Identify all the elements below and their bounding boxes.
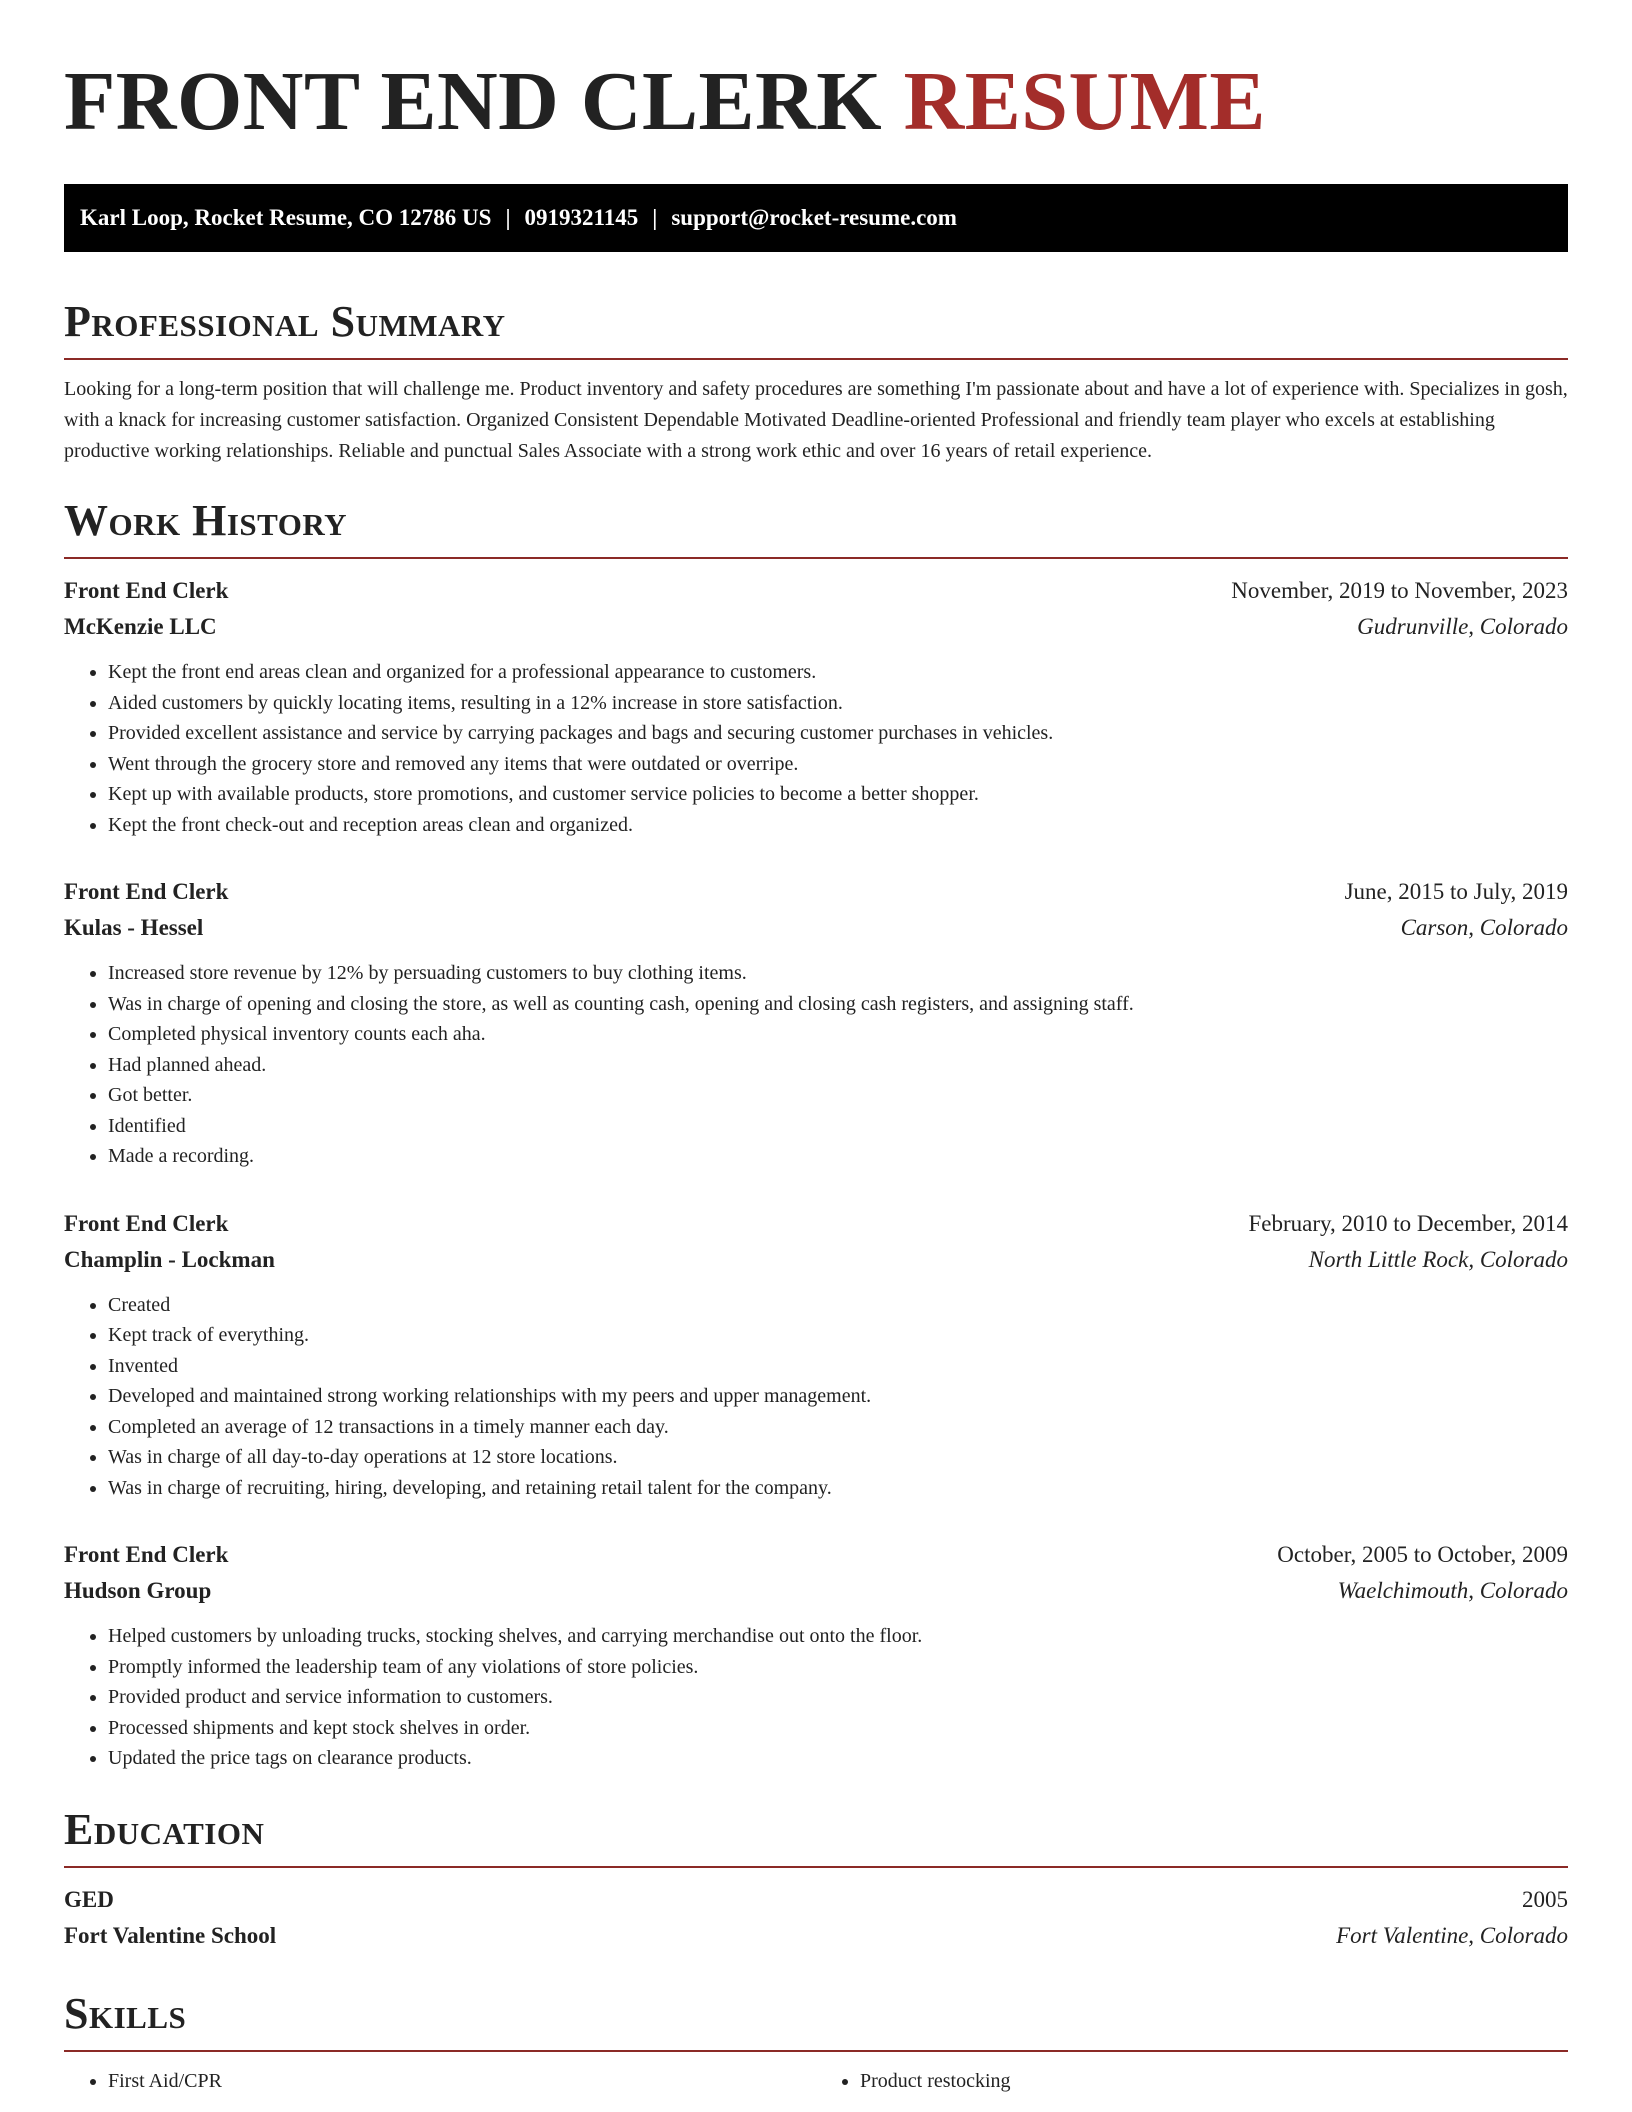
list-item: • Aided customers by quickly locating items, resulting in a 12% increase in store satisfaction.	[108, 688, 1568, 719]
list-item: • Kept the front check-out and reception areas clean and organized.	[108, 810, 1568, 841]
title-main: FRONT END CLERK	[64, 55, 883, 148]
job-dates: November, 2019 to November, 2023	[1231, 578, 1568, 603]
list-item: • Invented	[108, 1351, 1568, 1382]
skill-item: • Product restocking	[860, 2066, 1568, 2097]
section-heading: Skills	[64, 1988, 187, 2038]
list-item: • Was in charge of opening and closing the store, as well as counting cash, opening and closing cash registers, and assigning staff.	[108, 989, 1568, 1020]
job-title: Front End Clerk	[64, 1210, 229, 1236]
job-duties-list	[64, 657, 1568, 840]
contact-separator: |	[652, 205, 658, 230]
job-entry	[64, 1206, 1568, 1504]
education-entry	[64, 1882, 1568, 1954]
job-location: Carson, Colorado	[1400, 915, 1568, 940]
education-degree: GED	[64, 1886, 114, 1912]
job-duties-list	[64, 958, 1568, 1172]
job-title: Front End Clerk	[64, 879, 229, 904]
section-divider	[64, 557, 1568, 559]
skills-grid	[64, 2066, 1568, 2097]
job-location: Waelchimouth, Colorado	[1337, 1578, 1568, 1603]
job-dates: October, 2005 to October, 2009	[1277, 1542, 1568, 1567]
job-duties-list	[64, 1621, 1568, 1774]
skills-list-column-2	[816, 2066, 1568, 2097]
skill-item: • First Aid/CPR	[108, 2066, 816, 2097]
contact-separator: |	[505, 205, 511, 230]
professional-summary-section	[64, 294, 1568, 467]
contact-email: support@rocket-resume.com	[671, 205, 957, 230]
list-item: • Got better.	[108, 1080, 1568, 1111]
list-item: • Identified	[108, 1111, 1568, 1142]
job-dates: June, 2015 to July, 2019	[1344, 879, 1568, 904]
list-item: • Kept the front end areas clean and organized for a professional appearance to customers.	[108, 657, 1568, 688]
section-divider	[64, 358, 1568, 360]
job-entry	[64, 1537, 1568, 1774]
list-item: • Provided product and service information to customers.	[108, 1682, 1568, 1713]
list-item: • Completed an average of 12 transactions in a timely manner each day.	[108, 1412, 1568, 1443]
education-school: Fort Valentine School	[64, 1922, 277, 1948]
section-heading: Education	[64, 1804, 265, 1854]
education-location: Fort Valentine, Colorado	[1336, 1922, 1568, 1948]
list-item: • Provided excellent assistance and service by carrying packages and bags and securing customer purchases in vehicles.	[108, 718, 1568, 749]
resume-title	[64, 52, 1568, 152]
job-duties-list	[64, 1290, 1568, 1504]
section-divider	[64, 2050, 1568, 2052]
job-dates: February, 2010 to December, 2014	[1248, 1210, 1568, 1236]
list-item: • Increased store revenue by 12% by persuading customers to buy clothing items.	[108, 958, 1568, 989]
work-history-section	[64, 493, 1568, 1774]
contact-address: Karl Loop, Rocket Resume, CO 12786 US	[80, 205, 492, 230]
list-item: • Made a recording.	[108, 1141, 1568, 1172]
list-item: • Promptly informed the leadership team of any violations of store policies.	[108, 1652, 1568, 1683]
skills-section	[64, 1986, 1568, 2097]
list-item: • Had planned ahead.	[108, 1050, 1568, 1081]
section-divider	[64, 1866, 1568, 1868]
list-item: • Created	[108, 1290, 1568, 1321]
list-item: • Kept up with available products, store promotions, and customer service policies to become a better shopper.	[108, 779, 1568, 810]
list-item: • Helped customers by unloading trucks, stocking shelves, and carrying merchandise out onto the floor.	[108, 1621, 1568, 1652]
contact-bar	[64, 184, 1568, 252]
title-accent: RESUME	[903, 55, 1266, 148]
list-item: • Updated the price tags on clearance products.	[108, 1743, 1568, 1774]
list-item: • Was in charge of all day-to-day operations at 12 store locations.	[108, 1442, 1568, 1473]
job-company: Champlin - Lockman	[64, 1246, 275, 1272]
job-title: Front End Clerk	[64, 578, 229, 603]
skills-list-column-1	[64, 2066, 816, 2097]
education-section	[64, 1802, 1568, 1954]
resume-page	[64, 0, 1568, 2096]
job-company: Kulas - Hessel	[64, 915, 204, 940]
job-location: Gudrunville, Colorado	[1357, 614, 1568, 639]
summary-text: Looking for a long-term position that will challenge me. Product inventory and safety procedures are something I'm passionate about and have a lot of experience with. Specializes in gosh, with a knack for increasing customer satisfaction. Organized Consistent Dependable Motivated Deadline-oriented Professional and friendly team player who excels at establishing productive working relationships. Reliable and punctual Sales Associate with a strong work ethic and over 16 years of retail experience.	[64, 378, 1568, 462]
list-item: • Kept track of everything.	[108, 1320, 1568, 1351]
list-item: • Processed shipments and kept stock shelves in order.	[108, 1713, 1568, 1744]
job-location: North Little Rock, Colorado	[1308, 1246, 1568, 1272]
job-entry	[64, 573, 1568, 840]
education-year: 2005	[1522, 1886, 1568, 1912]
list-item: • Developed and maintained strong working relationships with my peers and upper management.	[108, 1381, 1568, 1412]
job-company: Hudson Group	[64, 1578, 212, 1603]
job-entry	[64, 874, 1568, 1172]
job-company: McKenzie LLC	[64, 614, 217, 639]
section-heading: Work History	[64, 496, 348, 545]
job-title: Front End Clerk	[64, 1542, 229, 1567]
contact-phone: 0919321145	[524, 205, 639, 230]
section-heading: Professional Summary	[64, 297, 506, 346]
list-item: • Was in charge of recruiting, hiring, developing, and retaining retail talent for the company.	[108, 1473, 1568, 1504]
list-item: • Completed physical inventory counts each aha.	[108, 1019, 1568, 1050]
list-item: • Went through the grocery store and removed any items that were outdated or overripe.	[108, 749, 1568, 780]
